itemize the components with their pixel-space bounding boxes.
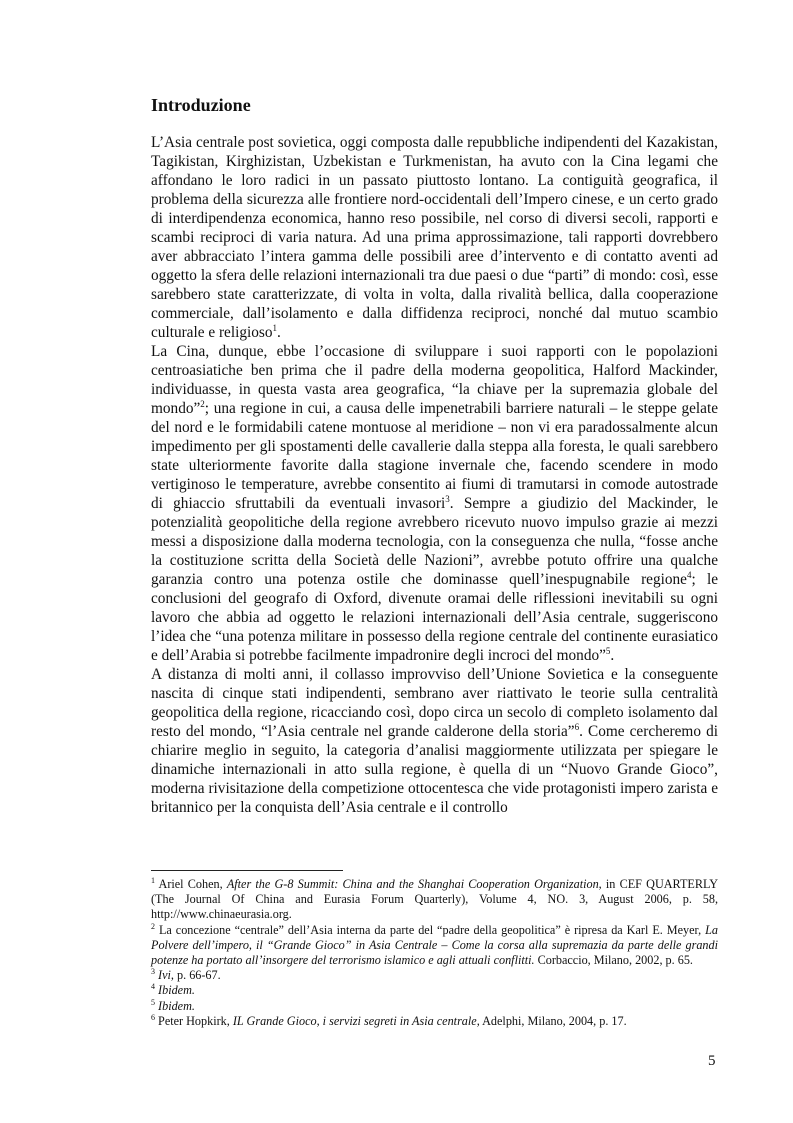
footnote-text: in CEF QUARTERLY (The Journal Of China and Eurasia Forum Quarterly), Volume 4, NO. 3, August 2006, p. 58, http://www.chinaeurasia.org. (151, 877, 718, 922)
footnote-ref-6[interactable]: 6 (574, 721, 580, 732)
footnote-title: Ibidem. (158, 998, 195, 1013)
footnote-number: 1 (151, 875, 155, 885)
footnote-separator (151, 870, 343, 871)
footnote-number: 3 (151, 967, 155, 977)
body-text (151, 133, 718, 817)
paragraph-3 (151, 665, 718, 817)
footnote (151, 877, 718, 923)
footnote-title: Ivi, (158, 968, 174, 983)
footnote-title: IL Grande Gioco, i servizi segreti in Asia centrale, (232, 1013, 480, 1028)
footnote-ref-2[interactable]: 2 (200, 398, 205, 409)
footnote-number: 6 (151, 1012, 155, 1022)
section-heading: Introduzione (151, 95, 251, 115)
paragraph-2-part-4: ; le conclusioni del geografo di Oxford, divenute oramai delle riflessioni inevitabili su ogni lavoro che abbia ad oggetto le relazioni internazionali dell’Asia centrale, suggeriscono l’idea che “una potenza militare in possesso della regione centrale del continente eurasiatico e dell’Arabia si potrebbe facilmente impadronire degli incroci del mondo” (151, 571, 718, 664)
footnote-number: 2 (151, 921, 155, 931)
footnote-number: 4 (151, 982, 155, 992)
footnote (151, 983, 718, 998)
paragraph-1-text: L’Asia centrale post sovietica, oggi composta dalle repubbliche indipendenti del Kazakistan, Tagikistan, Kirghizistan, Uzbekistan e Turkmenistan, ha avuto con la Cina legami che affondano le loro radici in un passato piuttosto lontano. La contiguità geografica, il problema della sicurezza alle frontiere nord-occidentali dell’Impero cinese, e un certo grado di interdipendenza economica, hanno reso possibile, nel corso di diversi secoli, rapporti e scambi reciproci di varia natura. Ad una prima approssimazione, tali rapporti dovrebbero aver abbracciato l’intera gamma delle possibili aree d’intervento e di contatto aventi ad oggetto la sfera delle relazioni internazionali tra due paesi o due “parti” di mondo: così, esse sarebbero state caratterizzate, di volta in volta, dalla rivalità bellica, dalla cooperazione commerciale, dall’isolamento e dalla diffidenza reciproci, nonché dal mutuo scambio culturale e religioso (151, 134, 718, 341)
footnote-text: Adelphi, Milano, 2004, p. 17. (479, 1013, 627, 1028)
footnote-title: After the G-8 Summit: China and the Shanghai Cooperation Organization, (226, 877, 602, 891)
footnote-text: Corbaccio, Milano, 2002, p. 65. (534, 953, 693, 968)
footnote-text: Ariel Cohen, (155, 877, 227, 891)
footnote-ref-1[interactable]: 1 (272, 322, 277, 333)
paragraph-2-part-2: ; una regione in cui, a causa delle impenetrabili barriere naturali – le steppe gelate del nord e le formidabili catene montuose al meridione – non vi era paradossalmente alcun impedimento per gli spostamenti delle cavallerie dalla steppa alla foresta, le quali sarebbero state ulteriormente favorite dalla stagione invernale che, facendo scendere in modo vertiginoso le temperature, avrebbe consentito ai fiumi di tramutarsi in comode autostrade di ghiaccio sfruttabili da eventuali invasori (151, 400, 718, 512)
paragraph-2-part-3: . Sempre a giudizio del Mackinder, le potenzialità geopolitiche della regione avrebbero ricevuto nuovo impulso grazie ai mezzi messi a disposizione dalla moderna tecnologia, con la conseguenza che nulla, “fosse anche la costituzione scritta della Società delle Nazioni”, avrebbe potuto offrire una qualche garanzia contro una potenza ostile che dominasse quell’inespugnabile regione (151, 495, 719, 588)
paragraph-2-part-1: La Cina, dunque, ebbe l’occasione di sviluppare i suoi rapporti con le popolazioni centroasiatiche ben prima che il padre della moderna geopolitica, Halford Mackinder, individuasse, in questa vasta area geografica, “la chiave per la supremazia globale del mondo” (151, 343, 718, 417)
footnote (151, 999, 718, 1014)
footnote (151, 1014, 718, 1029)
footnote-text: Peter Hopkirk, (155, 1013, 233, 1028)
footnote (151, 923, 718, 969)
footnote-title: Ibidem. (158, 983, 195, 998)
paragraph-3-part-2: . Come cercheremo di chiarire meglio in seguito, la categoria d’analisi maggiormente utilizzata per spiegare le dinamiche internazionali in atto sulla regione, è quella di un “Nuovo Grande Gioco”, moderna rivisitazione della competizione ottocentesca che vide protagonisti impero zarista e britannico per la conquista dell’Asia centrale e il controllo (151, 723, 718, 816)
footnote (151, 968, 718, 983)
paragraph-3-part-1: A distanza di molti anni, il collasso improvviso dell’Unione Sovietica e la conseguente nascita di cinque stati indipendenti, sembrano aver riattivato le teorie sulla centralità geopolitica della regione, ricacciando così, dopo circa un secolo di completo isolamento dal resto del mondo, “l’Asia centrale nel grande calderone della storia” (151, 666, 718, 740)
footnote-text: p. 66-67. (173, 968, 221, 983)
footnote-ref-3[interactable]: 3 (445, 493, 450, 504)
footnotes (151, 877, 718, 1029)
footnote-title: La Polvere dell’impero, il “Grande Gioco” in Asia Centrale – Come la corsa alla supremazia da parte delle grandi potenze ha portato all’insorgere del terrorismo islamico e agli attuali conflitti. (151, 922, 718, 968)
footnote-number: 5 (151, 997, 155, 1007)
paragraph-1-end: . (276, 324, 281, 341)
footnote-text: La concezione “centrale” dell’Asia interna da parte del “padre della geopolitica” è ripresa da Karl E. Meyer, (155, 922, 706, 937)
footnote-ref-5[interactable]: 5 (605, 645, 611, 656)
paragraph-2 (151, 342, 718, 665)
paragraph-2-part-5: . (610, 647, 615, 664)
paragraph-1 (151, 133, 718, 342)
footnote-ref-4[interactable]: 4 (686, 569, 692, 580)
page-number: 5 (708, 1053, 716, 1069)
